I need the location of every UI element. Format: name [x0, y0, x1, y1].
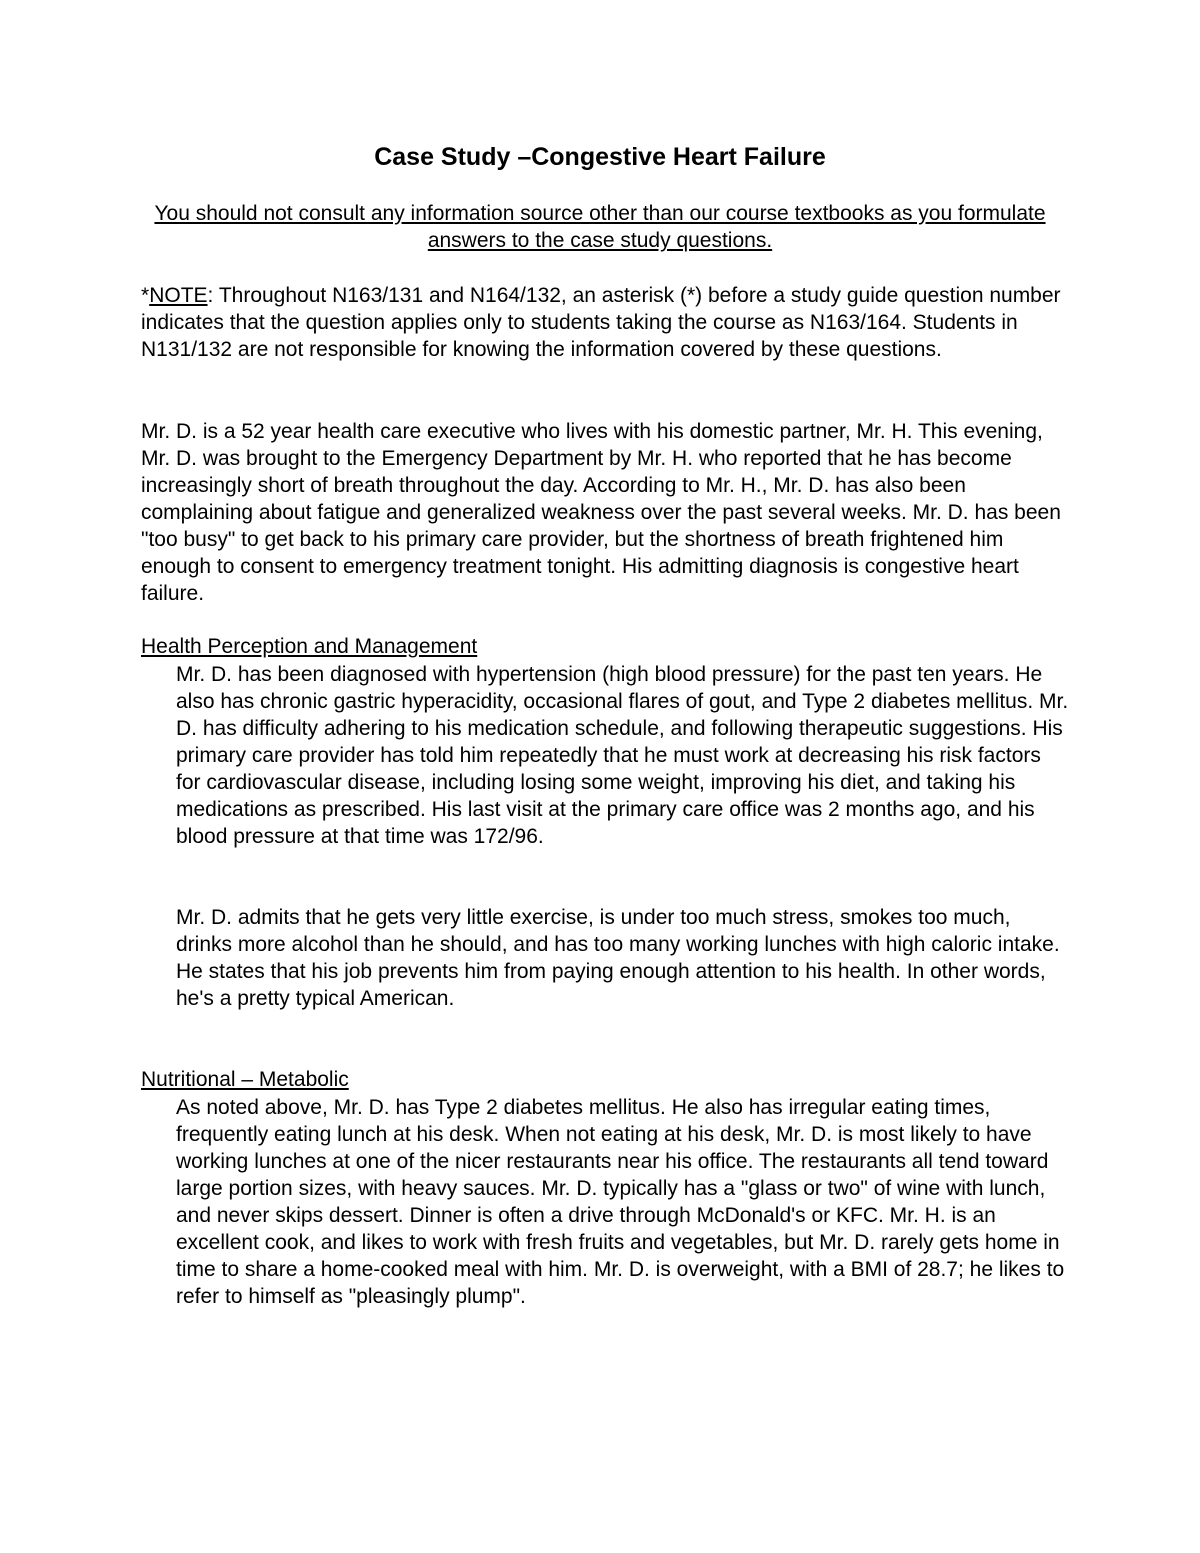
section-heading-health-perception: Health Perception and Management: [141, 635, 478, 658]
health-perception-paragraph-1: Mr. D. has been diagnosed with hypertension (high blood pressure) for the past ten years. He also has chronic gastric hyperacidity, occasional flares of gout, and Type 2 diabetes mellitus. Mr. D. has difficulty adhering to his medication schedule, and following therapeutic suggestions. His primary care provider has told him repeatedly that he must work at decreasing his risk factors for cardiovascular disease, including losing some weight, improving his diet, and taking his medications as prescribed. His last visit at the primary care office was 2 months ago, and his blood pressure at that time was 172/96.: [176, 663, 1069, 848]
source-warning: You should not consult any information source other than our course textbooks as you formulate answers to the case study questions.: [154, 202, 1046, 252]
note-text: : Throughout N163/131 and N164/132, an asterisk (*) before a study guide question number indicates that the question applies only to students taking the course as N163/164. Students in N131/132 are not responsible for knowing the information covered by these questions.: [141, 284, 1061, 361]
page-title: Case Study –Congestive Heart Failure: [374, 143, 826, 171]
nutritional-metabolic-paragraph-1: As noted above, Mr. D. has Type 2 diabetes mellitus. He also has irregular eating times, frequently eating lunch at his desk. When not eating at his desk, Mr. D. is most likely to have working lunches at one of the nicer restaurants near his office. The restaurants all tend toward large portion sizes, with heavy sauces. Mr. D. typically has a "glass or two" of wine with lunch, and never skips dessert. Dinner is often a drive through McDonald's or KFC. Mr. H. is an excellent cook, and likes to work with fresh fruits and vegetables, but Mr. D. rarely gets home in time to share a home-cooked meal with him. Mr. D. is overweight, with a BMI of 28.7; he likes to refer to himself as "pleasingly plump".: [176, 1096, 1065, 1308]
note-label: NOTE: [149, 284, 208, 307]
health-perception-paragraph-2: Mr. D. admits that he gets very little exercise, is under too much stress, smokes too much, drinks more alcohol than he should, and has too many working lunches with high caloric intake. He states that his job prevents him from paying enough attention to his health. In other words, he's a pretty typical American.: [176, 906, 1060, 1010]
intro-paragraph: Mr. D. is a 52 year health care executive who lives with his domestic partner, Mr. H. This evening, Mr. D. was brought to the Emergency Department by Mr. H. who reported that he has become increasingly short of breath throughout the day. According to Mr. H., Mr. D. has also been complaining about fatigue and generalized weakness over the past several weeks. Mr. D. has been "too busy" to get back to his primary care provider, but the shortness of breath frightened him enough to consent to emergency treatment tonight. His admitting diagnosis is congestive heart failure.: [141, 420, 1061, 605]
note-asterisk: *: [141, 284, 150, 307]
note-paragraph: [141, 282, 1071, 363]
section-heading-nutritional-metabolic: Nutritional – Metabolic: [141, 1068, 349, 1091]
